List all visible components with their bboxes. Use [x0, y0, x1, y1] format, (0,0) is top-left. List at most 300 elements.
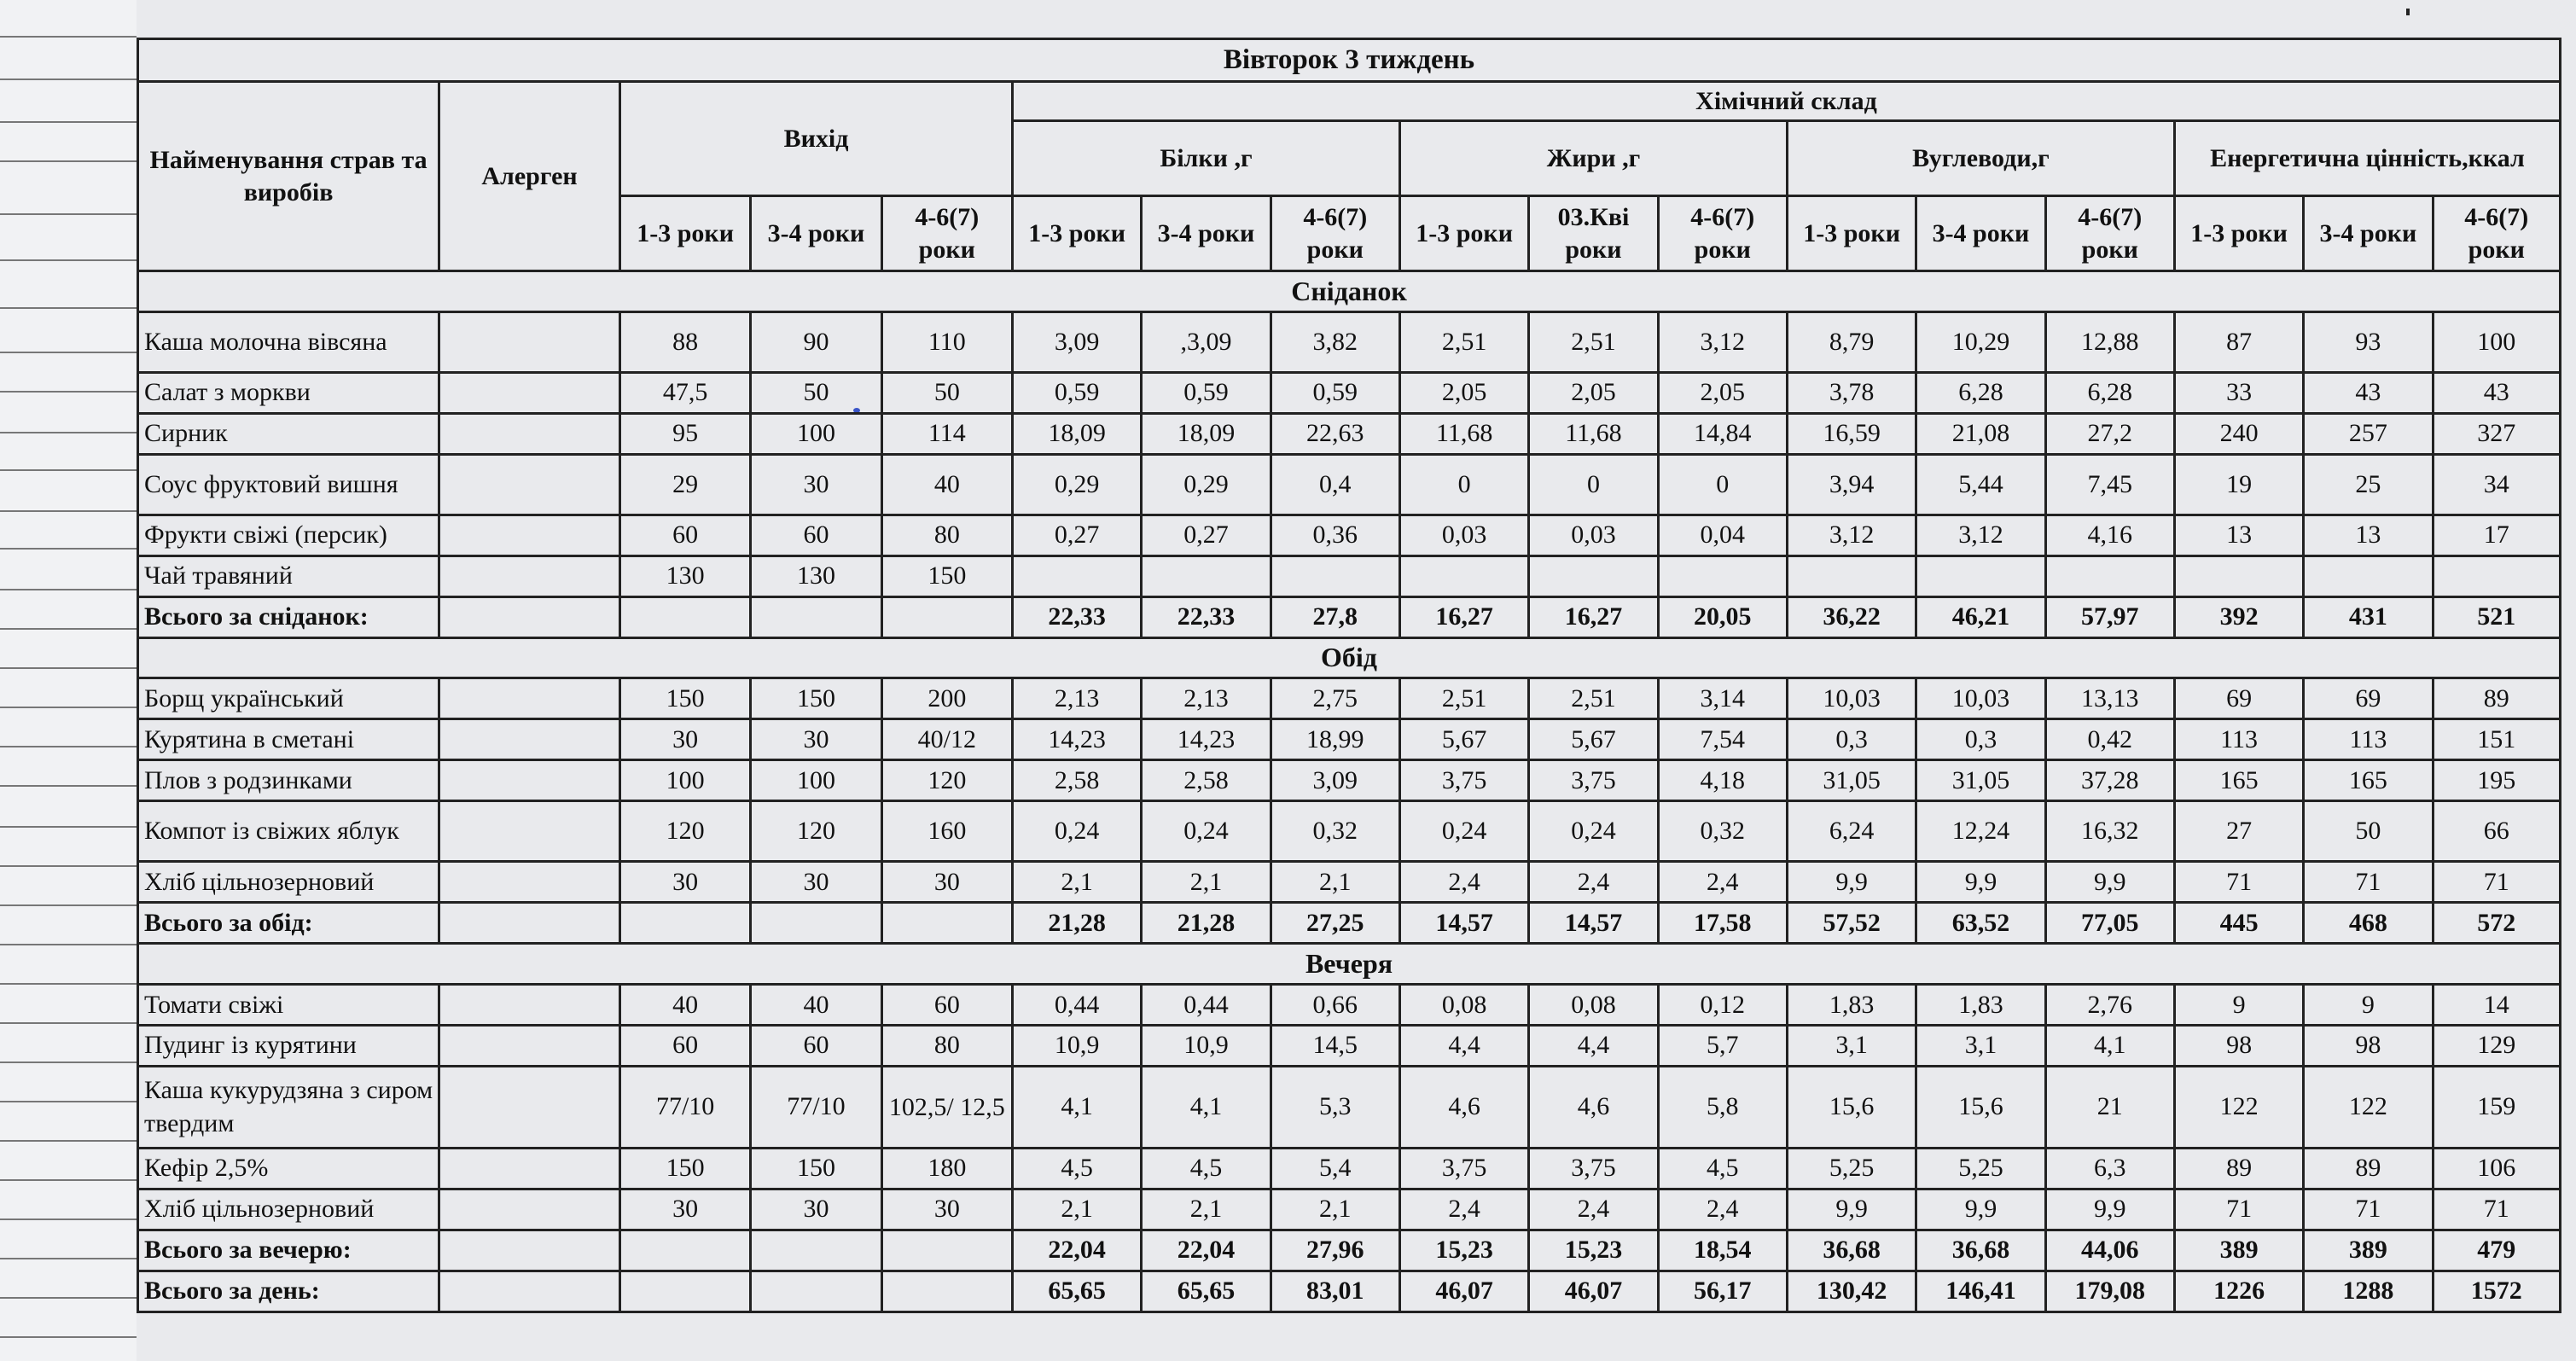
value-cell: 130,42 [1787, 1271, 1916, 1312]
value-cell: 100 [751, 413, 881, 454]
value-cell: 150 [619, 1148, 750, 1189]
value-cell: 1,83 [1787, 985, 1916, 1026]
value-cell: 19 [2174, 454, 2303, 515]
value-cell: 5,3 [1271, 1066, 1399, 1148]
subheader-cell: 4-6(7) роки [881, 196, 1012, 271]
value-cell [881, 1230, 1012, 1271]
value-cell: 4,16 [2045, 515, 2174, 555]
value-cell: 77/10 [619, 1066, 750, 1148]
value-cell: 2,76 [2045, 985, 2174, 1026]
value-cell: 12,24 [1916, 801, 2045, 862]
table-row [138, 760, 2561, 801]
value-cell: 0,03 [1399, 515, 1528, 555]
value-cell: 17,58 [1658, 903, 1787, 944]
value-cell: 0,59 [1271, 372, 1399, 413]
value-cell: 257 [2304, 413, 2433, 454]
value-cell: 4,5 [1012, 1148, 1141, 1189]
value-cell [2304, 555, 2433, 596]
section-row [138, 944, 2561, 985]
value-cell [751, 1230, 881, 1271]
value-cell: 130 [751, 555, 881, 596]
section-row [138, 271, 2561, 312]
value-cell: 10,03 [1916, 678, 2045, 719]
subheader-cell: 03.Кві роки [1529, 196, 1658, 271]
value-cell: 71 [2174, 1189, 2303, 1230]
value-cell: 445 [2174, 903, 2303, 944]
value-cell: 27 [2174, 801, 2303, 862]
table-row [138, 1189, 2561, 1230]
value-cell: 60 [619, 515, 750, 555]
table-row [138, 678, 2561, 719]
value-cell: 2,51 [1529, 678, 1658, 719]
dish-name: Кефір 2,5% [138, 1148, 439, 1189]
value-cell: 22,04 [1142, 1230, 1271, 1271]
value-cell: 9,9 [2045, 862, 2174, 903]
value-cell [1658, 555, 1787, 596]
value-cell: ,3,09 [1142, 311, 1271, 372]
value-cell [751, 1271, 881, 1312]
value-cell: 3,12 [1916, 515, 2045, 555]
value-cell: 30 [881, 862, 1012, 903]
value-cell: 25 [2304, 454, 2433, 515]
value-cell: 5,44 [1916, 454, 2045, 515]
value-cell: 3,09 [1271, 760, 1399, 801]
value-cell: 100 [2433, 311, 2560, 372]
value-cell: 65,65 [1012, 1271, 1141, 1312]
value-cell: 33 [2174, 372, 2303, 413]
value-cell: 151 [2433, 719, 2560, 760]
dish-name: Соус фруктовий вишня [138, 454, 439, 515]
allergen-cell [439, 801, 620, 862]
value-cell: 43 [2304, 372, 2433, 413]
value-cell: 89 [2433, 678, 2560, 719]
allergen-cell [439, 903, 620, 944]
value-cell: 14,23 [1142, 719, 1271, 760]
value-cell: 50 [2304, 801, 2433, 862]
value-cell: 0,29 [1142, 454, 1271, 515]
value-cell: 2,13 [1012, 678, 1141, 719]
value-cell: 5,67 [1399, 719, 1528, 760]
value-cell: 44,06 [2045, 1230, 2174, 1271]
value-cell: 13,13 [2045, 678, 2174, 719]
dish-name: Всього за день: [138, 1271, 439, 1312]
value-cell [1399, 555, 1528, 596]
value-cell: 0,32 [1271, 801, 1399, 862]
header-chem: Хімічний склад [1012, 82, 2560, 121]
value-cell: 30 [751, 862, 881, 903]
value-cell [751, 596, 881, 637]
value-cell: 5,25 [1787, 1148, 1916, 1189]
value-cell: 10,9 [1012, 1026, 1141, 1067]
value-cell [619, 903, 750, 944]
header-proteins: Білки ,г [1012, 121, 1399, 196]
value-cell: 2,58 [1142, 760, 1271, 801]
table-row [138, 801, 2561, 862]
table-row [138, 1066, 2561, 1148]
value-cell: 47,5 [619, 372, 750, 413]
value-cell [881, 903, 1012, 944]
value-cell: 71 [2174, 862, 2303, 903]
value-cell: 16,59 [1787, 413, 1916, 454]
value-cell: 27,96 [1271, 1230, 1399, 1271]
value-cell: 4,18 [1658, 760, 1787, 801]
value-cell: 7,54 [1658, 719, 1787, 760]
value-cell: 100 [619, 760, 750, 801]
value-cell: 0,24 [1142, 801, 1271, 862]
dish-name: Хліб цільнозерновий [138, 862, 439, 903]
value-cell: 3,09 [1012, 311, 1141, 372]
value-cell: 22,04 [1012, 1230, 1141, 1271]
value-cell: 5,8 [1658, 1066, 1787, 1148]
value-cell: 240 [2174, 413, 2303, 454]
value-cell: 0,32 [1658, 801, 1787, 862]
value-cell: 98 [2304, 1026, 2433, 1067]
value-cell: 88 [619, 311, 750, 372]
value-cell: 4,1 [1012, 1066, 1141, 1148]
value-cell: 50 [751, 372, 881, 413]
value-cell: 2,1 [1271, 1189, 1399, 1230]
value-cell: 36,68 [1787, 1230, 1916, 1271]
value-cell: 22,33 [1142, 596, 1271, 637]
value-cell: 18,54 [1658, 1230, 1787, 1271]
value-cell: 69 [2174, 678, 2303, 719]
value-cell: 113 [2304, 719, 2433, 760]
allergen-cell [439, 1026, 620, 1067]
value-cell: 179,08 [2045, 1271, 2174, 1312]
value-cell: 2,51 [1529, 311, 1658, 372]
value-cell: 2,1 [1271, 862, 1399, 903]
value-cell: 106 [2433, 1148, 2560, 1189]
subheader-cell: 1-3 роки [1787, 196, 1916, 271]
value-cell: 1572 [2433, 1271, 2560, 1312]
value-cell [1271, 555, 1399, 596]
dish-name: Томати свіжі [138, 985, 439, 1026]
value-cell: 80 [881, 515, 1012, 555]
value-cell: 9 [2304, 985, 2433, 1026]
value-cell: 1288 [2304, 1271, 2433, 1312]
value-cell: 60 [751, 515, 881, 555]
value-cell: 4,4 [1529, 1026, 1658, 1067]
dish-name: Всього за сніданок: [138, 596, 439, 637]
value-cell: 0,3 [1787, 719, 1916, 760]
value-cell: 37,28 [2045, 760, 2174, 801]
value-cell: 14,84 [1658, 413, 1787, 454]
value-cell: 36,22 [1787, 596, 1916, 637]
table-row [138, 413, 2561, 454]
header-energy: Енергетична цінність,ккал [2174, 121, 2560, 196]
value-cell [619, 596, 750, 637]
value-cell: 2,05 [1529, 372, 1658, 413]
value-cell: 14,57 [1399, 903, 1528, 944]
value-cell: 129 [2433, 1026, 2560, 1067]
value-cell: 17 [2433, 515, 2560, 555]
value-cell: 77/10 [751, 1066, 881, 1148]
value-cell [2433, 555, 2560, 596]
value-cell: 22,63 [1271, 413, 1399, 454]
value-cell: 2,13 [1142, 678, 1271, 719]
value-cell: 2,58 [1012, 760, 1141, 801]
value-cell: 40/12 [881, 719, 1012, 760]
value-cell: 2,4 [1399, 1189, 1528, 1230]
value-cell: 114 [881, 413, 1012, 454]
total-row [138, 1271, 2561, 1312]
allergen-cell [439, 1148, 620, 1189]
value-cell: 0,24 [1529, 801, 1658, 862]
value-cell: 2,05 [1658, 372, 1787, 413]
value-cell: 122 [2304, 1066, 2433, 1148]
value-cell: 21,08 [1916, 413, 2045, 454]
value-cell: 2,51 [1399, 678, 1528, 719]
value-cell: 30 [619, 862, 750, 903]
table-row [138, 1026, 2561, 1067]
value-cell: 9,9 [1916, 862, 2045, 903]
value-cell: 120 [619, 801, 750, 862]
table-row [138, 1148, 2561, 1189]
subheader-cell: 4-6(7) роки [1271, 196, 1399, 271]
value-cell: 71 [2433, 862, 2560, 903]
value-cell: 160 [881, 801, 1012, 862]
value-cell: 195 [2433, 760, 2560, 801]
value-cell [619, 1271, 750, 1312]
value-cell: 10,03 [1787, 678, 1916, 719]
value-cell: 130 [619, 555, 750, 596]
value-cell: 5,67 [1529, 719, 1658, 760]
value-cell: 16,27 [1529, 596, 1658, 637]
value-cell: 15,6 [1916, 1066, 2045, 1148]
value-cell: 29 [619, 454, 750, 515]
value-cell: 2,51 [1399, 311, 1528, 372]
value-cell: 80 [881, 1026, 1012, 1067]
value-cell: 6,28 [1916, 372, 2045, 413]
value-cell: 180 [881, 1148, 1012, 1189]
value-cell [1916, 555, 2045, 596]
value-cell: 46,07 [1529, 1271, 1658, 1312]
value-cell: 14,5 [1271, 1026, 1399, 1067]
value-cell: 18,99 [1271, 719, 1399, 760]
value-cell: 0,04 [1658, 515, 1787, 555]
value-cell: 30 [751, 719, 881, 760]
table-row [138, 862, 2561, 903]
value-cell: 16,27 [1399, 596, 1528, 637]
table-row [138, 311, 2561, 372]
value-cell: 468 [2304, 903, 2433, 944]
value-cell: 3,94 [1787, 454, 1916, 515]
value-cell [1142, 555, 1271, 596]
allergen-cell [439, 719, 620, 760]
value-cell: 100 [751, 760, 881, 801]
value-cell: 18,09 [1142, 413, 1271, 454]
value-cell: 21 [2045, 1066, 2174, 1148]
subheader-cell: 3-4 роки [2304, 196, 2433, 271]
dish-name: Борщ український [138, 678, 439, 719]
value-cell: 0,44 [1012, 985, 1141, 1026]
value-cell: 3,75 [1529, 760, 1658, 801]
value-cell: 40 [881, 454, 1012, 515]
value-cell: 389 [2304, 1230, 2433, 1271]
value-cell: 110 [881, 311, 1012, 372]
value-cell: 15,23 [1399, 1230, 1528, 1271]
value-cell: 122 [2174, 1066, 2303, 1148]
value-cell: 43 [2433, 372, 2560, 413]
section-row [138, 637, 2561, 678]
allergen-cell [439, 1230, 620, 1271]
value-cell: 30 [751, 454, 881, 515]
subheader-cell: 4-6(7) роки [2433, 196, 2560, 271]
value-cell: 12,88 [2045, 311, 2174, 372]
dish-name: Пудинг із курятини [138, 1026, 439, 1067]
value-cell: 479 [2433, 1230, 2560, 1271]
value-cell: 71 [2304, 862, 2433, 903]
allergen-cell [439, 454, 620, 515]
subheader-cell: 1-3 роки [619, 196, 750, 271]
value-cell: 36,68 [1916, 1230, 2045, 1271]
value-cell: 6,24 [1787, 801, 1916, 862]
value-cell: 4,6 [1529, 1066, 1658, 1148]
value-cell: 0,24 [1399, 801, 1528, 862]
value-cell: 0,27 [1012, 515, 1141, 555]
dish-name: Салат з моркви [138, 372, 439, 413]
subheader-cell: 1-3 роки [1399, 196, 1528, 271]
allergen-cell [439, 413, 620, 454]
value-cell: 57,97 [2045, 596, 2174, 637]
value-cell: 57,52 [1787, 903, 1916, 944]
dish-name: Всього за обід: [138, 903, 439, 944]
value-cell: 150 [881, 555, 1012, 596]
value-cell: 3,1 [1916, 1026, 2045, 1067]
value-cell: 5,4 [1271, 1148, 1399, 1189]
dish-name: Хліб цільнозерновий [138, 1189, 439, 1230]
value-cell [2174, 555, 2303, 596]
value-cell: 150 [751, 1148, 881, 1189]
value-cell: 60 [751, 1026, 881, 1067]
value-cell: 66 [2433, 801, 2560, 862]
value-cell: 69 [2304, 678, 2433, 719]
value-cell: 4,5 [1658, 1148, 1787, 1189]
allergen-cell [439, 1271, 620, 1312]
value-cell: 0,36 [1271, 515, 1399, 555]
value-cell: 5,7 [1658, 1026, 1787, 1067]
subheader-cell: 4-6(7) роки [2045, 196, 2174, 271]
value-cell: 9,9 [2045, 1189, 2174, 1230]
value-cell [619, 1230, 750, 1271]
value-cell: 3,14 [1658, 678, 1787, 719]
value-cell [881, 596, 1012, 637]
section-title-lunch: Обід [138, 637, 2561, 678]
value-cell: 327 [2433, 413, 2560, 454]
total-row [138, 596, 2561, 637]
value-cell: 14,23 [1012, 719, 1141, 760]
dish-name: Компот із свіжих яблук [138, 801, 439, 862]
value-cell: 2,05 [1399, 372, 1528, 413]
section-title-breakfast: Сніданок [138, 271, 2561, 312]
allergen-cell [439, 760, 620, 801]
value-cell: 120 [751, 801, 881, 862]
allergen-cell [439, 1189, 620, 1230]
value-cell: 0,59 [1012, 372, 1141, 413]
value-cell: 11,68 [1529, 413, 1658, 454]
table-row [138, 515, 2561, 555]
value-cell: 521 [2433, 596, 2560, 637]
value-cell: 14 [2433, 985, 2560, 1026]
allergen-cell [439, 596, 620, 637]
table-title: Вівторок 3 тиждень [138, 39, 2561, 82]
value-cell: 2,1 [1012, 1189, 1141, 1230]
value-cell: 30 [751, 1189, 881, 1230]
dish-name: Сирник [138, 413, 439, 454]
value-cell: 0,29 [1012, 454, 1141, 515]
subheader-cell: 3-4 роки [1916, 196, 2045, 271]
value-cell: 31,05 [1916, 760, 2045, 801]
value-cell: 4,4 [1399, 1026, 1528, 1067]
value-cell: 9,9 [1787, 1189, 1916, 1230]
value-cell: 2,1 [1142, 1189, 1271, 1230]
value-cell: 20,05 [1658, 596, 1787, 637]
dish-name: Всього за вечерю: [138, 1230, 439, 1271]
value-cell: 1226 [2174, 1271, 2303, 1312]
section-title-dinner: Вечеря [138, 944, 2561, 985]
subheader-cell: 1-3 роки [1012, 196, 1141, 271]
dish-name: Курятина в сметані [138, 719, 439, 760]
value-cell: 83,01 [1271, 1271, 1399, 1312]
allergen-cell [439, 311, 620, 372]
value-cell [1529, 555, 1658, 596]
value-cell: 18,09 [1012, 413, 1141, 454]
value-cell: 14,57 [1529, 903, 1658, 944]
value-cell: 0,44 [1142, 985, 1271, 1026]
allergen-cell [439, 1066, 620, 1148]
value-cell: 0 [1658, 454, 1787, 515]
value-cell: 89 [2304, 1148, 2433, 1189]
value-cell: 0,08 [1399, 985, 1528, 1026]
scan-mark [2406, 9, 2410, 15]
value-cell: 6,3 [2045, 1148, 2174, 1189]
value-cell: 15,23 [1529, 1230, 1658, 1271]
value-cell: 2,4 [1658, 1189, 1787, 1230]
value-cell: 21,28 [1012, 903, 1141, 944]
value-cell: 3,75 [1399, 760, 1528, 801]
value-cell: 11,68 [1399, 413, 1528, 454]
allergen-cell [439, 985, 620, 1026]
binder-margin [0, 0, 137, 1361]
value-cell: 0,03 [1529, 515, 1658, 555]
value-cell: 120 [881, 760, 1012, 801]
allergen-cell [439, 555, 620, 596]
value-cell: 4,1 [1142, 1066, 1271, 1148]
value-cell: 2,4 [1399, 862, 1528, 903]
value-cell: 56,17 [1658, 1271, 1787, 1312]
value-cell: 0 [1399, 454, 1528, 515]
value-cell: 21,28 [1142, 903, 1271, 944]
value-cell: 87 [2174, 311, 2303, 372]
value-cell: 27,8 [1271, 596, 1399, 637]
value-cell: 13 [2304, 515, 2433, 555]
value-cell: 165 [2304, 760, 2433, 801]
value-cell: 90 [751, 311, 881, 372]
value-cell: 8,79 [1787, 311, 1916, 372]
value-cell: 0,66 [1271, 985, 1399, 1026]
value-cell: 159 [2433, 1066, 2560, 1148]
header-name: Найменування страв та виробів [138, 82, 439, 271]
table-row [138, 454, 2561, 515]
menu-table [137, 38, 2561, 1313]
value-cell: 0,42 [2045, 719, 2174, 760]
value-cell: 0,4 [1271, 454, 1399, 515]
allergen-cell [439, 678, 620, 719]
value-cell: 63,52 [1916, 903, 2045, 944]
value-cell: 46,21 [1916, 596, 2045, 637]
value-cell: 146,41 [1916, 1271, 2045, 1312]
value-cell: 102,5/ 12,5 [881, 1066, 1012, 1148]
